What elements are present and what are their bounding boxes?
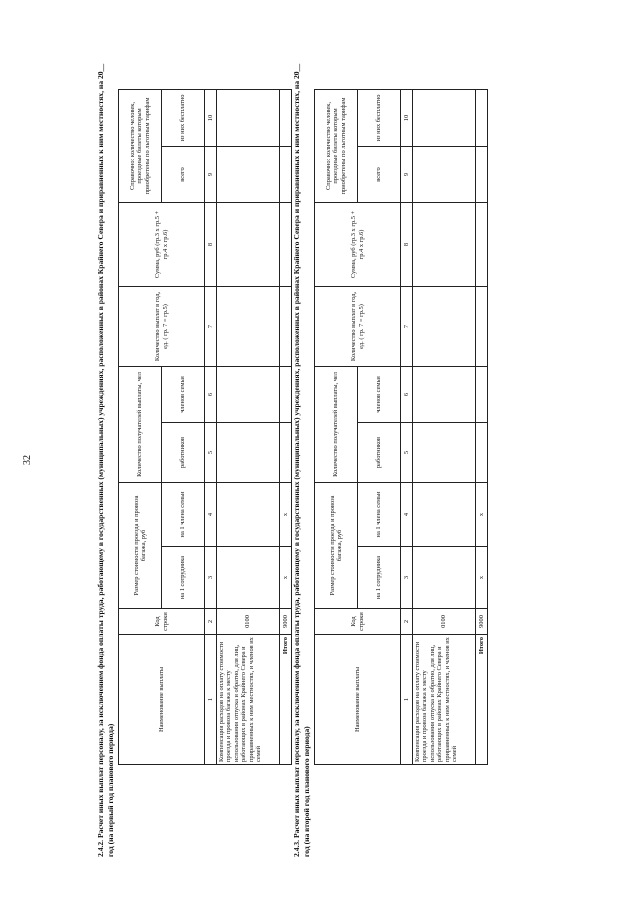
col-number: 2 <box>205 609 217 635</box>
header-code: Код строки <box>119 609 205 635</box>
total-label: Итого <box>280 635 292 765</box>
cell <box>476 423 488 483</box>
col-number: 10 <box>205 89 217 146</box>
cell <box>476 366 488 422</box>
cell <box>413 286 476 366</box>
cell <box>217 483 280 547</box>
cell <box>476 146 488 202</box>
header-payments-count: Количество выплат в год, ед. ( гр. 7 = гр.5) <box>119 286 205 366</box>
row-name: Компенсация расходов на оплату стоимости проезда и провоза багажа к месту использования отпуска и обратно, для лиц, работающих в районах Крайнего Севера и приравненных к ним местностях, и членов их семей <box>413 635 476 765</box>
section-heading-2-4-3: 2.4.3. Расчет иных выплат персоналу, за исключением фонда оплаты труда, работающему в государственных (муниципальных) учреждениях, расположенных в районах Крайнего Севера и приравненных к ним местностях, на 20__ год (на второй год планового периода) <box>292 63 311 857</box>
header-cost-group: Размер стоимости проезда и провоза багажа, руб <box>119 483 162 609</box>
col-number: 8 <box>205 202 217 286</box>
header-total-people: всего <box>358 146 401 202</box>
header-per-family: на 1 члена семьи <box>358 483 401 547</box>
cell <box>217 89 280 146</box>
total-label: Итого <box>476 635 488 765</box>
header-total-people: всего <box>162 146 205 202</box>
cell <box>413 146 476 202</box>
cell <box>413 366 476 422</box>
header-payments-count: Количество выплат в год, ед. ( гр. 7 = гр.5) <box>315 286 401 366</box>
total-row <box>280 89 292 764</box>
cell <box>217 366 280 422</box>
col-number: 1 <box>205 635 217 765</box>
col-number: 8 <box>401 202 413 286</box>
col-number: 4 <box>205 483 217 547</box>
table-row <box>413 89 476 764</box>
header-reference: Справочно: количество человек, проездные билеты которым приобретены по льготным тарифам <box>315 89 358 202</box>
col-number: 3 <box>205 547 217 609</box>
section-heading-2-4-2: 2.4.2. Расчет иных выплат персоналу, за исключением фонда оплаты труда, работающему в государственных (муниципальных) учреждениях, расположенных в районах Крайнего Севера и приравненных к ним местностях, на 20__ год (на первый год планового периода) <box>96 63 115 857</box>
cell <box>413 423 476 483</box>
header-recipients-group: Количество получателей выплаты, чел <box>315 366 358 482</box>
cell <box>280 286 292 366</box>
col-number: 7 <box>401 286 413 366</box>
header-sum: Сумма, руб (гр.3 х гр.5 + гр.4 х гр.6) <box>315 202 401 286</box>
header-name: Наименование выплаты <box>315 635 401 765</box>
header-per-family: на 1 члена семьи <box>162 483 205 547</box>
table-row <box>217 89 280 764</box>
header-family-members: членов семьи <box>358 366 401 422</box>
header-code: Код строки <box>315 609 401 635</box>
row-code: 0100 <box>217 609 280 635</box>
cell <box>413 483 476 547</box>
header-reference: Справочно: количество человек, проездные билеты которым приобретены по льготным тарифам <box>119 89 162 202</box>
header-free: из них бесплатно <box>358 89 401 146</box>
col-number: 6 <box>401 366 413 422</box>
col-number: 5 <box>205 423 217 483</box>
cell <box>280 423 292 483</box>
cell <box>217 423 280 483</box>
row-code: 0100 <box>413 609 476 635</box>
total-col3: х <box>476 547 488 609</box>
col-number: 5 <box>401 423 413 483</box>
cell <box>217 146 280 202</box>
col-number: 10 <box>401 89 413 146</box>
header-per-employee: на 1 сотрудника <box>358 547 401 609</box>
cell <box>217 286 280 366</box>
cell <box>413 202 476 286</box>
cell <box>413 89 476 146</box>
cell <box>280 202 292 286</box>
total-col3: х <box>280 547 292 609</box>
total-col4: х <box>280 483 292 547</box>
col-number: 9 <box>401 146 413 202</box>
page-number: 32 <box>22 455 33 465</box>
row-name: Компенсация расходов на оплату стоимости проезда и провоза багажа к месту использования отпуска и обратно, для лиц, работающих в районах Крайнего Севера и приравненных к ним местностях, и членов их семей <box>217 635 280 765</box>
col-number: 2 <box>401 609 413 635</box>
header-family-members: членов семьи <box>162 366 205 422</box>
col-number: 3 <box>401 547 413 609</box>
cell <box>217 547 280 609</box>
header-per-employee: на 1 сотрудника <box>162 547 205 609</box>
header-sum: Сумма, руб (гр.3 х гр.5 + гр.4 х гр.6) <box>119 202 205 286</box>
col-number: 9 <box>205 146 217 202</box>
total-row <box>476 89 488 764</box>
table-2-4-2 <box>118 89 292 765</box>
col-number: 1 <box>401 635 413 765</box>
cell <box>476 202 488 286</box>
cell <box>476 286 488 366</box>
col-number: 4 <box>401 483 413 547</box>
cell <box>476 89 488 146</box>
header-recipients-group: Количество получателей выплаты, чел <box>119 366 162 482</box>
table-2-4-3 <box>314 89 488 765</box>
total-code: 9000 <box>476 609 488 635</box>
header-workers: работников <box>162 423 205 483</box>
header-workers: работников <box>358 423 401 483</box>
total-col4: х <box>476 483 488 547</box>
total-code: 9000 <box>280 609 292 635</box>
col-number: 7 <box>205 286 217 366</box>
cell <box>217 202 280 286</box>
header-free: из них бесплатно <box>162 89 205 146</box>
header-cost-group: Размер стоимости проезда и провоза багажа, руб <box>315 483 358 609</box>
cell <box>280 89 292 146</box>
cell <box>280 146 292 202</box>
cell <box>280 366 292 422</box>
cell <box>413 547 476 609</box>
header-name: Наименование выплаты <box>119 635 205 765</box>
col-number: 6 <box>205 366 217 422</box>
